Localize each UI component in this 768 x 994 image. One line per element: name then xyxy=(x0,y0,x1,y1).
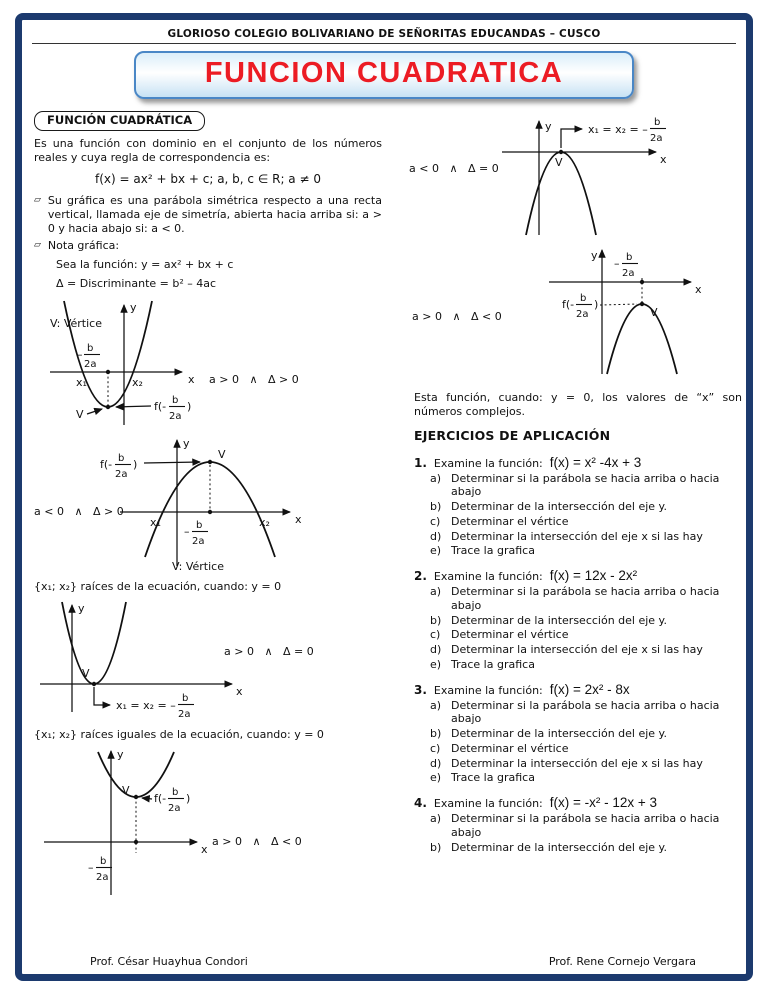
step-text: Determinar la intersección del eje x si las hay xyxy=(451,756,703,770)
exercise-step xyxy=(430,530,746,544)
axis-point xyxy=(134,840,138,844)
exercise-formula: f(x) = 2x² - 8x xyxy=(549,681,630,697)
step-text: Trace la grafica xyxy=(451,544,535,558)
condition-label: a > 0 ∧ Δ = 0 xyxy=(224,644,314,658)
parabola-curve xyxy=(98,752,174,797)
minus-sign: – xyxy=(614,257,620,270)
x2-label: x₂ xyxy=(132,375,143,389)
step-letter: c) xyxy=(430,741,441,755)
fraction-numerator: b xyxy=(182,692,189,704)
graph-a-negative-delta-zero xyxy=(394,115,746,240)
x-axis-label: x xyxy=(660,153,667,166)
step-text: Determinar la intersección del eje x si las hay xyxy=(451,643,703,657)
x-axis-label: x xyxy=(295,512,302,526)
axis-point xyxy=(208,510,212,514)
step-letter: b) xyxy=(430,840,442,854)
exercise-head xyxy=(414,455,746,470)
equal-roots-arrow xyxy=(94,687,110,705)
two-column-layout xyxy=(32,109,742,949)
exercise-step xyxy=(430,500,746,514)
fraction-numerator: b xyxy=(118,452,125,464)
paren-close: ) xyxy=(187,399,192,413)
fraction-numerator: b xyxy=(100,855,107,867)
exercise-head xyxy=(414,682,746,697)
exercise-formula: f(x) = x² -4x + 3 xyxy=(549,454,642,470)
step-letter: e) xyxy=(430,544,442,558)
exercise-formula: f(x) = -x² - 12x + 3 xyxy=(549,795,658,811)
graph-a-positive-delta-zero xyxy=(32,597,384,722)
x2-label: x₂ xyxy=(259,515,270,529)
y-axis-label: y xyxy=(591,249,598,262)
exercise-step xyxy=(430,699,746,727)
minus-sign: – xyxy=(184,524,190,538)
exercise-step xyxy=(430,841,746,855)
vertex-point xyxy=(640,302,644,306)
fraction-denominator: 2a xyxy=(178,708,191,720)
equal-roots-caption: {x₁; x₂} raíces iguales de la ecuación, cuando: y = 0 xyxy=(34,727,324,741)
page-title: FUNCION CUADRATICA xyxy=(204,57,564,89)
title-box xyxy=(134,51,634,99)
axis-point xyxy=(640,280,644,284)
f-arrow xyxy=(142,798,152,799)
f-open: f(- xyxy=(100,457,113,471)
equal-roots-label xyxy=(588,117,666,144)
step-text: Determinar de la intersección del eje y. xyxy=(451,727,667,741)
exercise-prompt: Examine la función: xyxy=(433,683,543,697)
vertex-point xyxy=(559,150,563,154)
f-open: f(- xyxy=(154,791,167,805)
fraction-numerator: b xyxy=(196,519,203,531)
step-text: Determinar el vértice xyxy=(451,514,569,528)
vertex-point xyxy=(92,682,96,686)
vertex-label: V xyxy=(82,666,90,680)
paren-close: ) xyxy=(594,298,599,311)
y-axis-label: y xyxy=(183,436,190,450)
exercise-steps xyxy=(430,585,746,672)
condition-label: a > 0 ∧ Δ < 0 xyxy=(412,310,502,323)
exercise-formula: f(x) = 12x - 2x² xyxy=(549,568,638,584)
section-title: FUNCIÓN CUADRÁTICA xyxy=(47,113,193,127)
step-letter: d) xyxy=(430,643,442,657)
condition-label: a < 0 ∧ Δ = 0 xyxy=(409,162,499,175)
header-divider xyxy=(32,43,736,44)
bullet-text: Nota gráfica: xyxy=(47,239,120,253)
main-formula: f(x) = ax² + bx + c; a, b, c ∈ R; a ≠ 0 xyxy=(95,172,321,187)
f-arrow xyxy=(116,406,151,407)
nota-block xyxy=(56,256,384,292)
fraction-numerator: b xyxy=(654,117,661,128)
condition-label: a > 0 ∧ Δ < 0 xyxy=(212,834,302,848)
roots-caption: {x₁; x₂} raíces de la ecuación, cuando: y = 0 xyxy=(34,579,282,593)
exercise-step xyxy=(430,757,746,771)
footer-professor-left: Prof. César Huayhua Condori xyxy=(90,955,248,968)
fraction-denominator: 2a xyxy=(115,468,128,480)
step-text: Determinar si la parábola se hacia arriba o hacia abajo xyxy=(451,471,720,499)
left-column xyxy=(32,109,384,949)
page-border-frame xyxy=(15,13,753,981)
graph-a-positive-delta-positive xyxy=(32,295,384,430)
condition-label: a > 0 ∧ Δ > 0 xyxy=(209,372,299,386)
step-letter: e) xyxy=(430,657,442,671)
fraction-numerator: b xyxy=(172,786,179,798)
paren-close: ) xyxy=(133,457,138,471)
step-text: Determinar si la parábola se hacia arriba o hacia abajo xyxy=(451,698,720,726)
bullet-text: Su gráfica es una parábola simétrica respecto a una recta vertical, llamada eje de simetría, abierta hacia arriba si: a > 0 y hacia abajo si: a < 0. xyxy=(47,194,382,236)
exercise-steps xyxy=(430,472,746,559)
exercise-step xyxy=(430,628,746,642)
graph-delta-negative-below-axis xyxy=(394,246,746,379)
graph-a-positive-delta-negative xyxy=(32,745,384,903)
step-text: Determinar si la parábola se hacia arriba o hacia abajo xyxy=(451,812,720,839)
x-axis-label: x xyxy=(188,372,195,386)
exercise-number: 4. xyxy=(414,796,427,811)
fraction-denominator: 2a xyxy=(576,309,589,320)
exercise-step xyxy=(430,614,746,628)
step-letter: d) xyxy=(430,529,442,543)
step-text: Determinar la intersección del eje x si las hay xyxy=(451,529,703,543)
fraction-minus-b-over-2a xyxy=(614,252,638,279)
exercise-prompt: Examine la función: xyxy=(433,570,543,584)
bullet-icon: ▱ xyxy=(34,195,41,206)
equal-roots-text: x₁ = x₂ = – xyxy=(588,123,648,136)
condition-label: a < 0 ∧ Δ > 0 xyxy=(34,504,124,518)
exercise-number: 2. xyxy=(414,569,427,584)
step-letter: b) xyxy=(430,727,442,741)
vertex-label: V xyxy=(218,447,226,461)
exercise-4 xyxy=(414,795,746,854)
minus-sign: – xyxy=(88,860,94,874)
step-letter: c) xyxy=(430,514,441,528)
fraction-numerator: b xyxy=(626,252,633,263)
vertex-arrow xyxy=(87,409,102,414)
fraction-minus-b-over-2a xyxy=(88,856,112,883)
nota-line-1: Sea la función: y = ax² + bx + c xyxy=(56,258,234,272)
vertex-label: V xyxy=(555,156,563,169)
footer-professor-right: Prof. Rene Cornejo Vergara xyxy=(548,955,696,968)
step-letter: c) xyxy=(430,628,441,642)
exercise-number: 1. xyxy=(414,455,427,470)
bullet-graph-property xyxy=(34,194,382,236)
exercise-steps xyxy=(430,812,746,854)
step-text: Trace la grafica xyxy=(451,657,535,671)
exercise-step xyxy=(430,742,746,756)
exercise-3 xyxy=(414,682,746,786)
bullet-nota-grafica xyxy=(34,239,382,253)
exercises-heading: EJERCICIOS DE APLICACIÓN xyxy=(414,427,611,443)
step-letter: a) xyxy=(430,471,442,485)
vertex-legend: V: Vértice xyxy=(172,559,224,573)
parabola-curve xyxy=(145,462,275,557)
parabola-curve xyxy=(607,304,677,374)
exercise-1 xyxy=(414,455,746,559)
paren-close: ) xyxy=(186,791,191,805)
x1-label: x₁ xyxy=(76,375,87,389)
exercise-step xyxy=(430,585,746,613)
exercise-prompt: Examine la función: xyxy=(433,797,543,811)
vertex-point xyxy=(208,460,212,464)
exercise-step xyxy=(430,771,746,785)
fraction-numerator: b xyxy=(580,293,587,304)
vertex-point xyxy=(134,795,138,799)
step-text: Trace la grafica xyxy=(451,771,535,785)
section-title-box xyxy=(34,111,205,131)
fraction-numerator: b xyxy=(87,342,94,354)
exercise-step xyxy=(430,544,746,558)
y-axis-label: y xyxy=(117,747,124,761)
fraction-denominator: 2a xyxy=(96,871,109,883)
step-letter: a) xyxy=(430,698,442,712)
y-axis-label: y xyxy=(130,300,137,314)
exercise-step xyxy=(430,658,746,672)
equal-roots-arrow xyxy=(561,129,582,148)
exercise-step xyxy=(430,515,746,529)
vertex-legend: V: Vértice xyxy=(50,316,102,330)
x-axis-label: x xyxy=(236,684,243,698)
exercise-steps xyxy=(430,699,746,786)
equal-roots-text: x₁ = x₂ = – xyxy=(116,698,176,712)
step-letter: d) xyxy=(430,756,442,770)
graph-a-negative-delta-positive xyxy=(32,432,384,574)
step-text: Determinar si la parábola se hacia arriba o hacia abajo xyxy=(451,585,720,612)
f-open: f(- xyxy=(154,399,167,413)
f-connector-line xyxy=(600,304,637,305)
step-text: Determinar el vértice xyxy=(451,741,569,755)
step-text: Determinar el vértice xyxy=(451,628,569,642)
fraction-denominator: 2a xyxy=(650,133,663,144)
y-axis-label: y xyxy=(545,120,552,133)
exercise-number: 3. xyxy=(414,682,427,697)
fraction-denominator: 2a xyxy=(192,535,205,547)
fraction-denominator: 2a xyxy=(84,358,97,370)
step-letter: e) xyxy=(430,771,442,785)
y-axis-label: y xyxy=(78,601,85,615)
exercise-head xyxy=(414,795,746,810)
step-letter: a) xyxy=(430,585,442,599)
vertex-label: V xyxy=(122,783,130,797)
vertex-point xyxy=(106,405,110,409)
intro-paragraph: Es una función con dominio en el conjunto de los números reales y cuya regla de correspondencia es: xyxy=(34,137,382,165)
right-column xyxy=(394,109,746,949)
page-footer xyxy=(32,949,736,970)
school-header: GLORIOSO COLEGIO BOLIVARIANO DE SEÑORITAS EDUCANDAS – CUSCO xyxy=(167,28,601,40)
step-letter: b) xyxy=(430,500,442,514)
x1-label: x₁ xyxy=(150,515,161,529)
fraction-denominator: 2a xyxy=(622,268,635,279)
f-of-vertex-label xyxy=(562,293,637,320)
f-open: f(- xyxy=(562,298,575,311)
exercise-step xyxy=(430,727,746,741)
step-text: Determinar de la intersección del eje y. xyxy=(451,840,667,854)
x-axis-label: x xyxy=(695,283,702,296)
step-letter: a) xyxy=(430,812,442,826)
exercise-step xyxy=(430,812,746,840)
axis-point xyxy=(106,370,110,374)
f-arrow xyxy=(144,462,200,463)
nota-line-2: Δ = Discriminante = b² – 4ac xyxy=(56,276,217,290)
fraction-denominator: 2a xyxy=(168,802,181,814)
f-of-vertex-label xyxy=(116,395,191,422)
complex-roots-note: Esta función, cuando: y = 0, los valores de “x” son números complejos. xyxy=(414,391,742,419)
bullet-icon: ▱ xyxy=(34,240,41,251)
step-letter: b) xyxy=(430,613,442,627)
exercise-head xyxy=(414,568,746,583)
exercise-step xyxy=(430,472,746,500)
step-text: Determinar de la intersección del eje y. xyxy=(451,500,667,514)
vertex-label: V xyxy=(76,407,84,421)
vertex-label: V xyxy=(650,306,658,319)
exercise-prompt: Examine la función: xyxy=(433,456,543,470)
fraction-numerator: b xyxy=(172,394,179,406)
fraction-minus-b-over-2a xyxy=(184,520,208,547)
x-axis-label: x xyxy=(201,842,208,856)
exercise-2 xyxy=(414,568,746,672)
step-text: Determinar de la intersección del eje y. xyxy=(451,613,667,627)
equal-roots-label xyxy=(116,693,194,720)
exercise-step xyxy=(430,643,746,657)
fraction-denominator: 2a xyxy=(169,410,182,422)
minus-sign: – xyxy=(77,347,83,361)
